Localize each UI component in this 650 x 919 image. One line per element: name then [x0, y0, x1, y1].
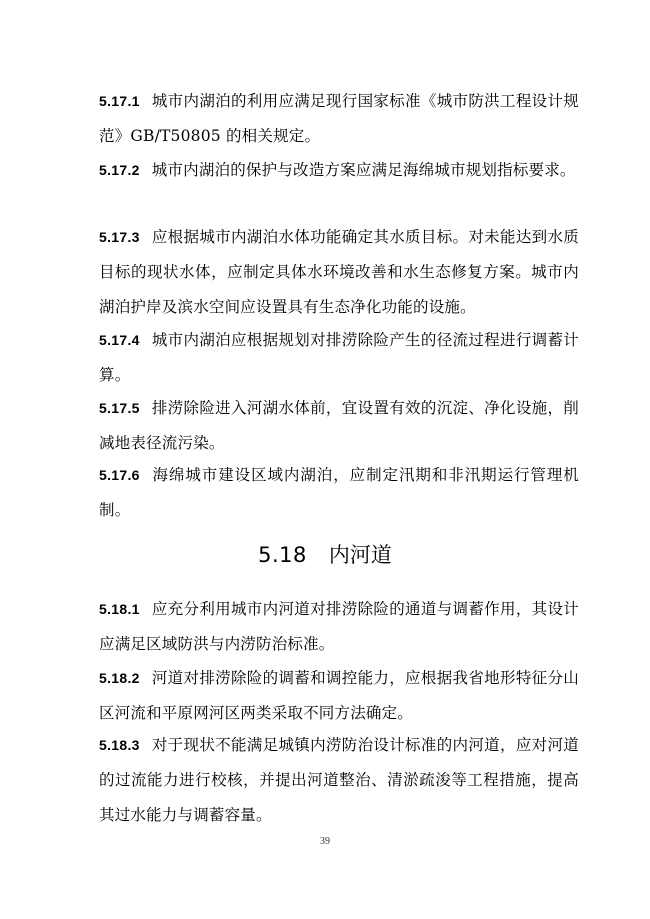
clause-number: 5.17.1: [99, 93, 140, 109]
clause-number: 5.17.2: [99, 162, 140, 178]
clause-text: 城市内湖泊应根据规划对排涝除险产生的径流过程进行调蓄计算。: [99, 331, 579, 384]
clause-text: 河道对排涝除险的调蓄和调控能力，应根据我省地形特征分山区河流和平原网河区两类采取不同方法确定。: [99, 669, 579, 722]
section-heading: [0, 537, 650, 573]
section-title: 内河道: [328, 543, 392, 567]
section-number: 5.18: [258, 543, 307, 567]
clause-5-17-1: [99, 84, 579, 154]
clause-5-17-4: [99, 323, 579, 393]
clause-number: 5.18.3: [99, 737, 140, 753]
clause-number: 5.17.6: [99, 467, 140, 483]
clause-5-18-1: [99, 592, 579, 662]
clause-text: 应根据城市内湖泊水体功能确定其水质目标。对未能达到水质目标的现状水体，应制定具体水环境改善和水生态修复方案。城市内湖泊护岸及滨水空间应设置具有生态净化功能的设施。: [99, 228, 579, 316]
clause-text: 城市内湖泊的利用应满足现行国家标准《城市防洪工程设计规范》GB/T50805 的相关规定。: [99, 92, 579, 145]
page-number: 39: [320, 836, 330, 847]
clause-5-17-5: [99, 391, 579, 461]
clause-5-18-2: [99, 661, 579, 731]
clause-number: 5.18.1: [99, 601, 140, 617]
clause-number: 5.17.5: [99, 400, 140, 416]
clause-text: 海绵城市建设区域内湖泊，应制定汛期和非汛期运行管理机制。: [99, 466, 579, 519]
clause-5-17-3: [99, 220, 579, 325]
clause-text: 城市内湖泊的保护与改造方案应满足海绵城市规划指标要求。: [151, 161, 576, 179]
clause-5-17-6: [99, 458, 579, 528]
clause-text: 排涝除险进入河湖水体前，宜设置有效的沉淀、净化设施，削减地表径流污染。: [99, 399, 579, 452]
clause-number: 5.17.4: [99, 332, 140, 348]
clause-5-18-3: [99, 728, 579, 833]
clause-number: 5.18.2: [99, 670, 140, 686]
clause-number: 5.17.3: [99, 229, 140, 245]
clause-text: 应充分利用城市内河道对排涝除险的通道与调蓄作用，其设计应满足区域防洪与内涝防治标准。: [99, 600, 579, 653]
clause-5-17-2: [99, 153, 579, 188]
clause-text: 对于现状不能满足城镇内涝防治设计标准的内河道，应对河道的过流能力进行校核，并提出河道整治、清淤疏浚等工程措施，提高其过水能力与调蓄容量。: [99, 736, 579, 824]
